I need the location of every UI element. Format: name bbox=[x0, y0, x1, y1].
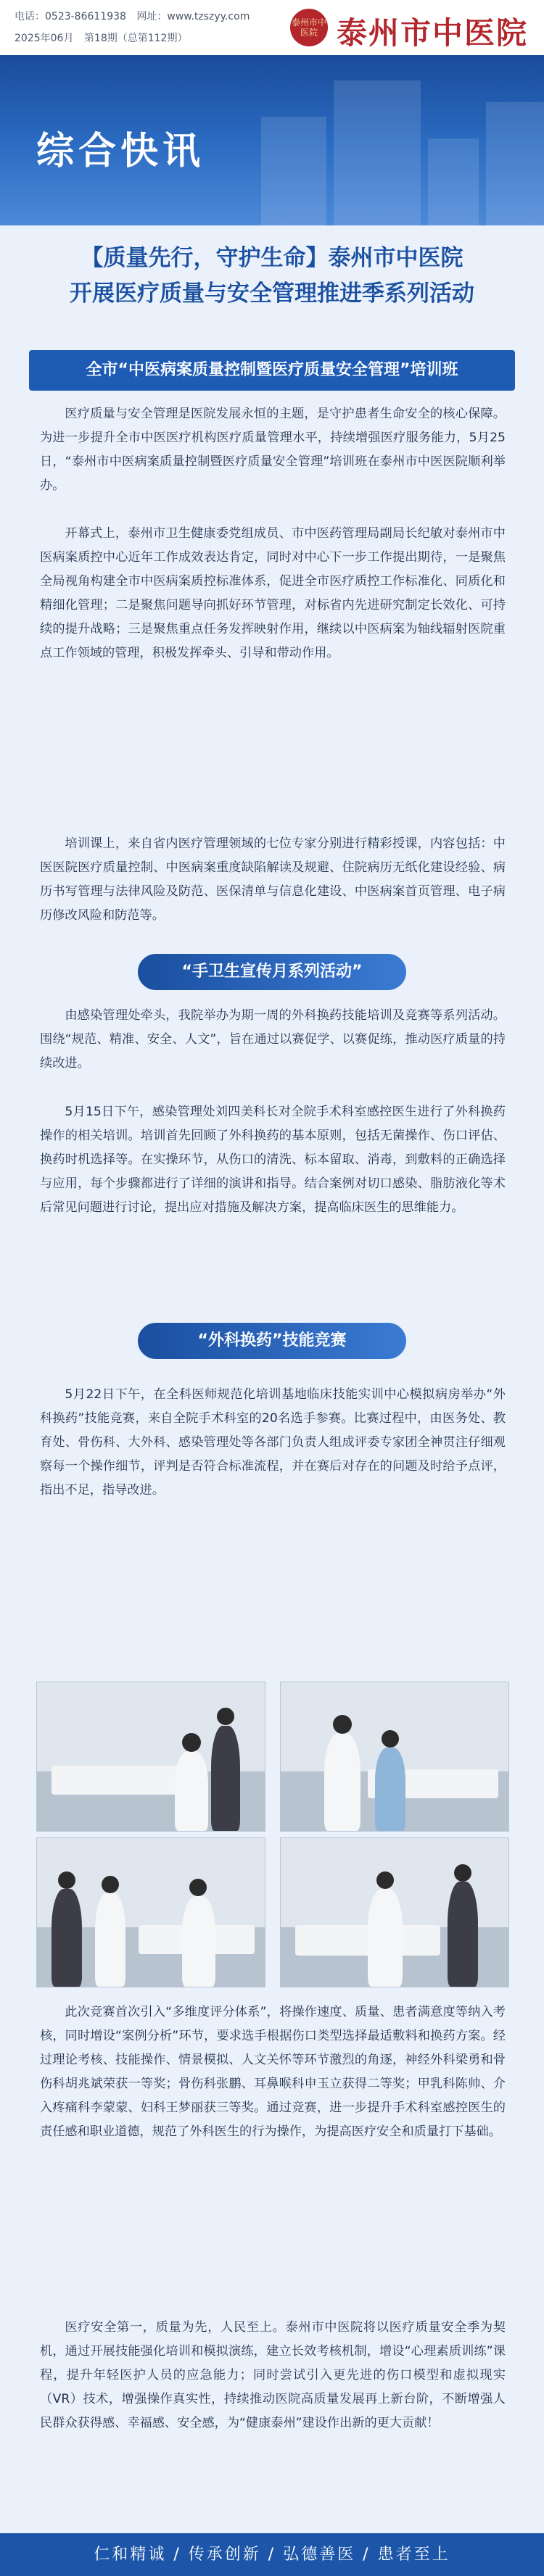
issue-date: 2025年06月 bbox=[15, 33, 74, 44]
paragraph: 开幕式上，泰州市卫生健康委党组成员、市中医药管理局副局长纪敏对泰州市中医病案质控中心近年工作成效表达肯定，同时对中心下一步工作提出期待，一是聚焦全局视角构建全市中医病案质控标准体系，促进全市医疗质控工作标准化、同质化和精细化管理；二是聚焦问题导向抓好环节管理，对标省内先进研究制定长效化、可持续的提升战略；三是聚焦重点任务发挥映射作用，继续以中医病案为轴线辐射医院重点工作领域的管理，积极发挥牵头、引导和带动作用。 bbox=[40, 526, 506, 660]
website-link[interactable]: 网址：www.tzszyy.com bbox=[136, 11, 250, 22]
paragraph: 此次竞赛首次引入“多维度评分体系”，将操作速度、质量、患者满意度等纳入考核，同时增设“案例分析”环节，要求选手根据伤口类型选择最适敷料和换药方案。经过理论考核、技能操作、情景模拟、人文关怀等环节激烈的角逐，神经外科梁勇和骨伤科胡兆斌荣获一等奖；骨伤科张鹏、耳鼻喉科申玉立获得二等奖；甲乳科陈帅、介入疼痛科李蒙蒙、妇科王梦丽获三等奖。通过竞赛，进一步提升手术科室感控医生的责任感和职业道德，规范了外科医生的行为操作，为提高医疗安全和质量打下基础。 bbox=[40, 2005, 506, 2139]
photo-grid bbox=[36, 1682, 508, 1986]
article-title-line2: 开展医疗质量与安全管理推进季系列活动 bbox=[70, 281, 474, 307]
contest-photo-1 bbox=[36, 1682, 265, 1832]
article-title-line1: 【质量先行，守护生命】泰州市中医院 bbox=[81, 245, 463, 271]
paragraph: 由感染管理处牵头，我院举办为期一周的外科换药技能培训及竞赛等系列活动。围绕“规范、精准、安全、人文”，旨在通过以赛促学、以赛促练，推动医疗质量的持续改进。 bbox=[40, 1008, 506, 1071]
logo-text: 泰州市中医院 bbox=[337, 15, 529, 51]
article-title bbox=[0, 241, 544, 312]
hospital-logo bbox=[290, 7, 529, 51]
contest-photo-3 bbox=[36, 1837, 265, 1987]
building-shape bbox=[334, 80, 421, 225]
paragraph: 5月22日下午，在全科医师规范化培训基地临床技能实训中心模拟病房举办“外科换药”技能竞赛，来自全院手术科室的20名选手参赛。比赛过程中，由医务处、教育处、骨伤科、大外科、感染管理处等各部门负责人组成评委专家团全神贯注仔细观察每一个操作细节，评判是否符合标准流程，并在赛后对存在的问题及时给予点评，指出不足，指导改进。 bbox=[40, 1387, 506, 1497]
banner-title: 综合快讯 bbox=[36, 130, 205, 173]
section-heading-hand-hygiene: “手卫生宣传月系列活动” bbox=[138, 954, 406, 990]
issue-number: 第18期（总第112期） bbox=[83, 33, 188, 44]
paragraph: 5月15日下午，感染管理处刘四美科长对全院手术科室感控医生进行了外科换药操作的相关培训。培训首先回顾了外科换药的基本原则，包括无菌操作、伤口评估、换药时机选择等。在实操环节，从伤口的清洗、标本留取、消毒，到敷料的正确选择与应用，每个步骤都进行了详细的演讲和指导。结合案例对切口感染、脂肪液化等术后常见问题进行讨论，提出应对措施及解决方案，提高临床医生的思维能力。 bbox=[40, 1105, 506, 1215]
paragraph: 医疗安全第一，质量为先，人民至上。泰州市中医院将以医疗质量安全季为契机，通过开展技能强化培训和模拟演练，建立长效考核机制，增设“心理素质训练”课程，提升年轻医护人员的应急能力；同时尝试引入更先进的伤口模型和虚拟现实（VR）技术，增强操作真实性，持续推动医院高质量发展再上新台阶，不断增强人民群众获得感、幸福感、安全感，为“健康泰州”建设作出新的更大贡献！ bbox=[40, 2320, 506, 2430]
contact-line bbox=[15, 9, 257, 23]
building-shape bbox=[428, 138, 479, 225]
building-shape bbox=[261, 117, 326, 225]
section-heading-dressing-contest: “外科换药”技能竞赛 bbox=[138, 1323, 406, 1359]
paragraph: 医疗质量与安全管理是医院发展永恒的主题，是守护患者生命安全的核心保障。为进一步提升全市中医医疗机构医疗质量管理水平，持续增强医疗服务能力，5月25日，“泰州市中医病案质量控制暨医疗质量安全管理”培训班在泰州市中医医院顺利举办。 bbox=[40, 407, 506, 493]
contest-photo-2 bbox=[280, 1682, 509, 1832]
section-heading-training: 全市“中医病案质量控制暨医疗质量安全管理”培训班 bbox=[29, 350, 515, 391]
phone-text: 电话：0523-86611938 bbox=[15, 11, 126, 22]
banner bbox=[0, 55, 544, 225]
page-header bbox=[0, 0, 544, 55]
building-shape bbox=[486, 102, 544, 225]
contest-photo-4 bbox=[280, 1837, 509, 1987]
hospital-seal-icon: 泰州市中医院 bbox=[290, 9, 328, 46]
footer-slogan: 仁和精诚 / 传承创新 / 弘德善医 / 患者至上 bbox=[0, 2533, 544, 2576]
paragraph: 培训课上，来自省内医疗管理领域的七位专家分别进行精彩授课，内容包括：中医医院医疗质量控制、中医病案重度缺陷解读及规避、住院病历无纸化建设经验、病历书写管理与法律风险及防范、医保清单与信息化建设、中医病案首页管理、电子病历修改风险和防范等。 bbox=[40, 836, 506, 923]
issue-line bbox=[15, 30, 194, 45]
